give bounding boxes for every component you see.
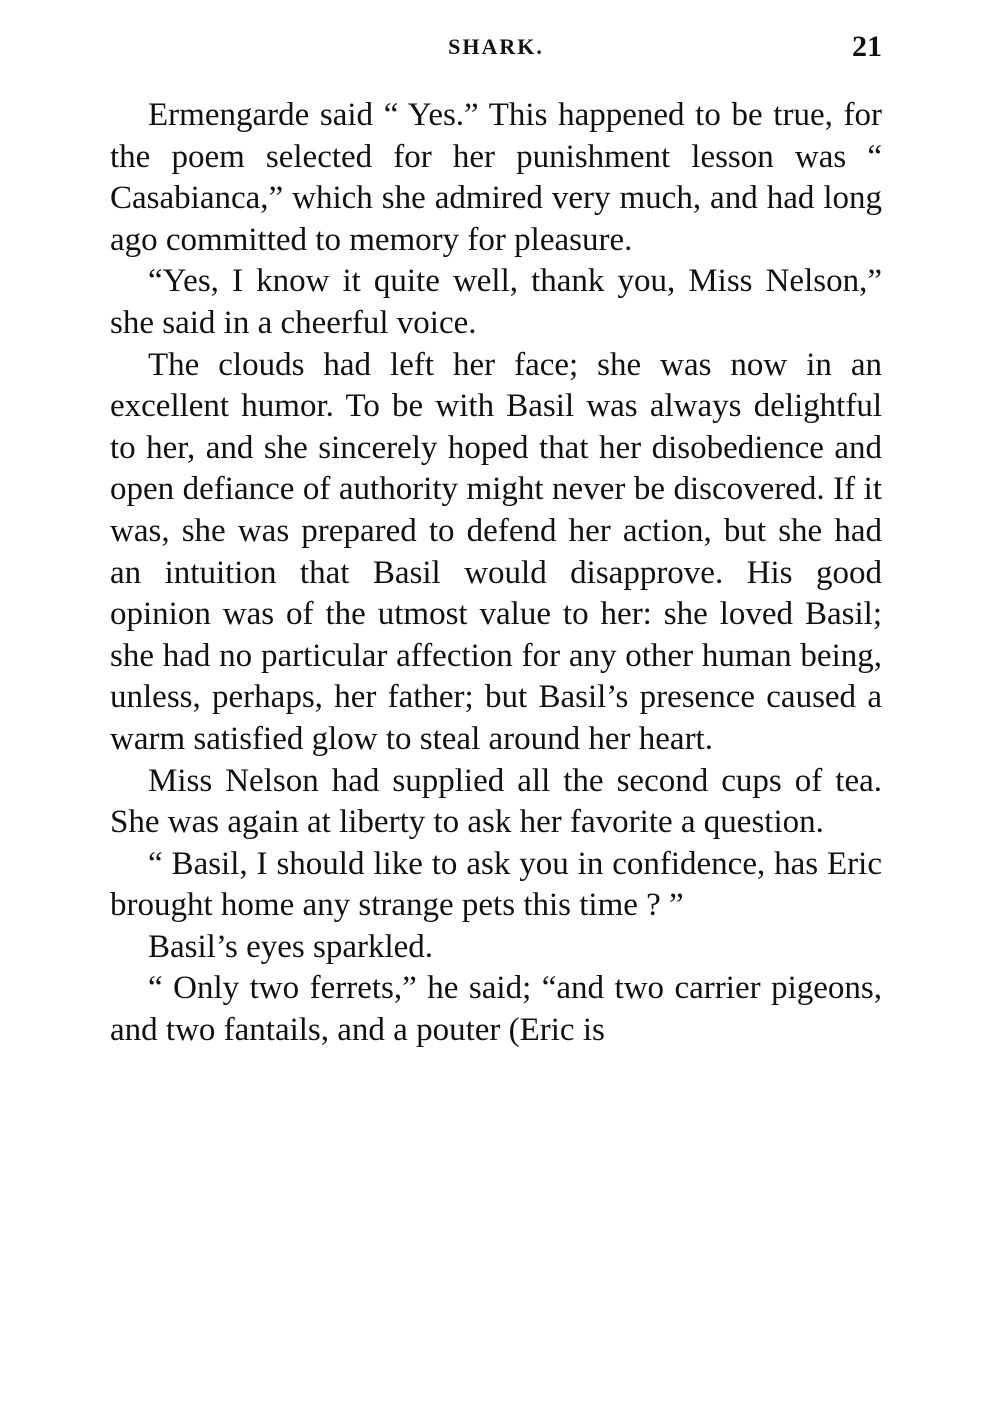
paragraph: Miss Nelson had supplied all the second cups of tea. She was again at liberty to ask her favorite a question. (110, 762, 882, 841)
paragraph: The clouds had left her face; she was now in an excellent humor. To be with Basil was always delightful to her, and she sincerely hoped that her disobedience and open defiance of authority might never be discovered. If it was, she was prepared to defend her action, but she had an intuition that Basil would disapprove. His good opinion was of the utmost value to her: she loved Basil; she had no particular affection for any other human being, unless, perhaps, her father; but Basil’s presence caused a warm satisfied glow to steal around her heart. (110, 346, 882, 757)
body-text (110, 95, 882, 1052)
paragraph: “Yes, I know it quite well, thank you, Miss Nelson,” she said in a cheerful voice. (110, 263, 882, 341)
paragraph: “ Basil, I should like to ask you in confidence, has Eric brought home any strange pets this time ? ” (110, 845, 882, 924)
running-title: SHARK. (448, 34, 544, 59)
page-number: 21 (852, 30, 882, 63)
paragraph: Ermengarde said “ Yes.” This happened to be true, for the poem selected for her punishment lesson was “ Casabianca,” which she admired very much, and had long ago committed to memory for pleasure. (110, 97, 882, 258)
paragraph: Basil’s eyes sparkled. (148, 928, 434, 965)
paragraph: “ Only two ferrets,” he said; “and two carrier pigeons, and two fantails, and a pouter (Eric is (110, 970, 882, 1049)
running-head (110, 30, 882, 64)
